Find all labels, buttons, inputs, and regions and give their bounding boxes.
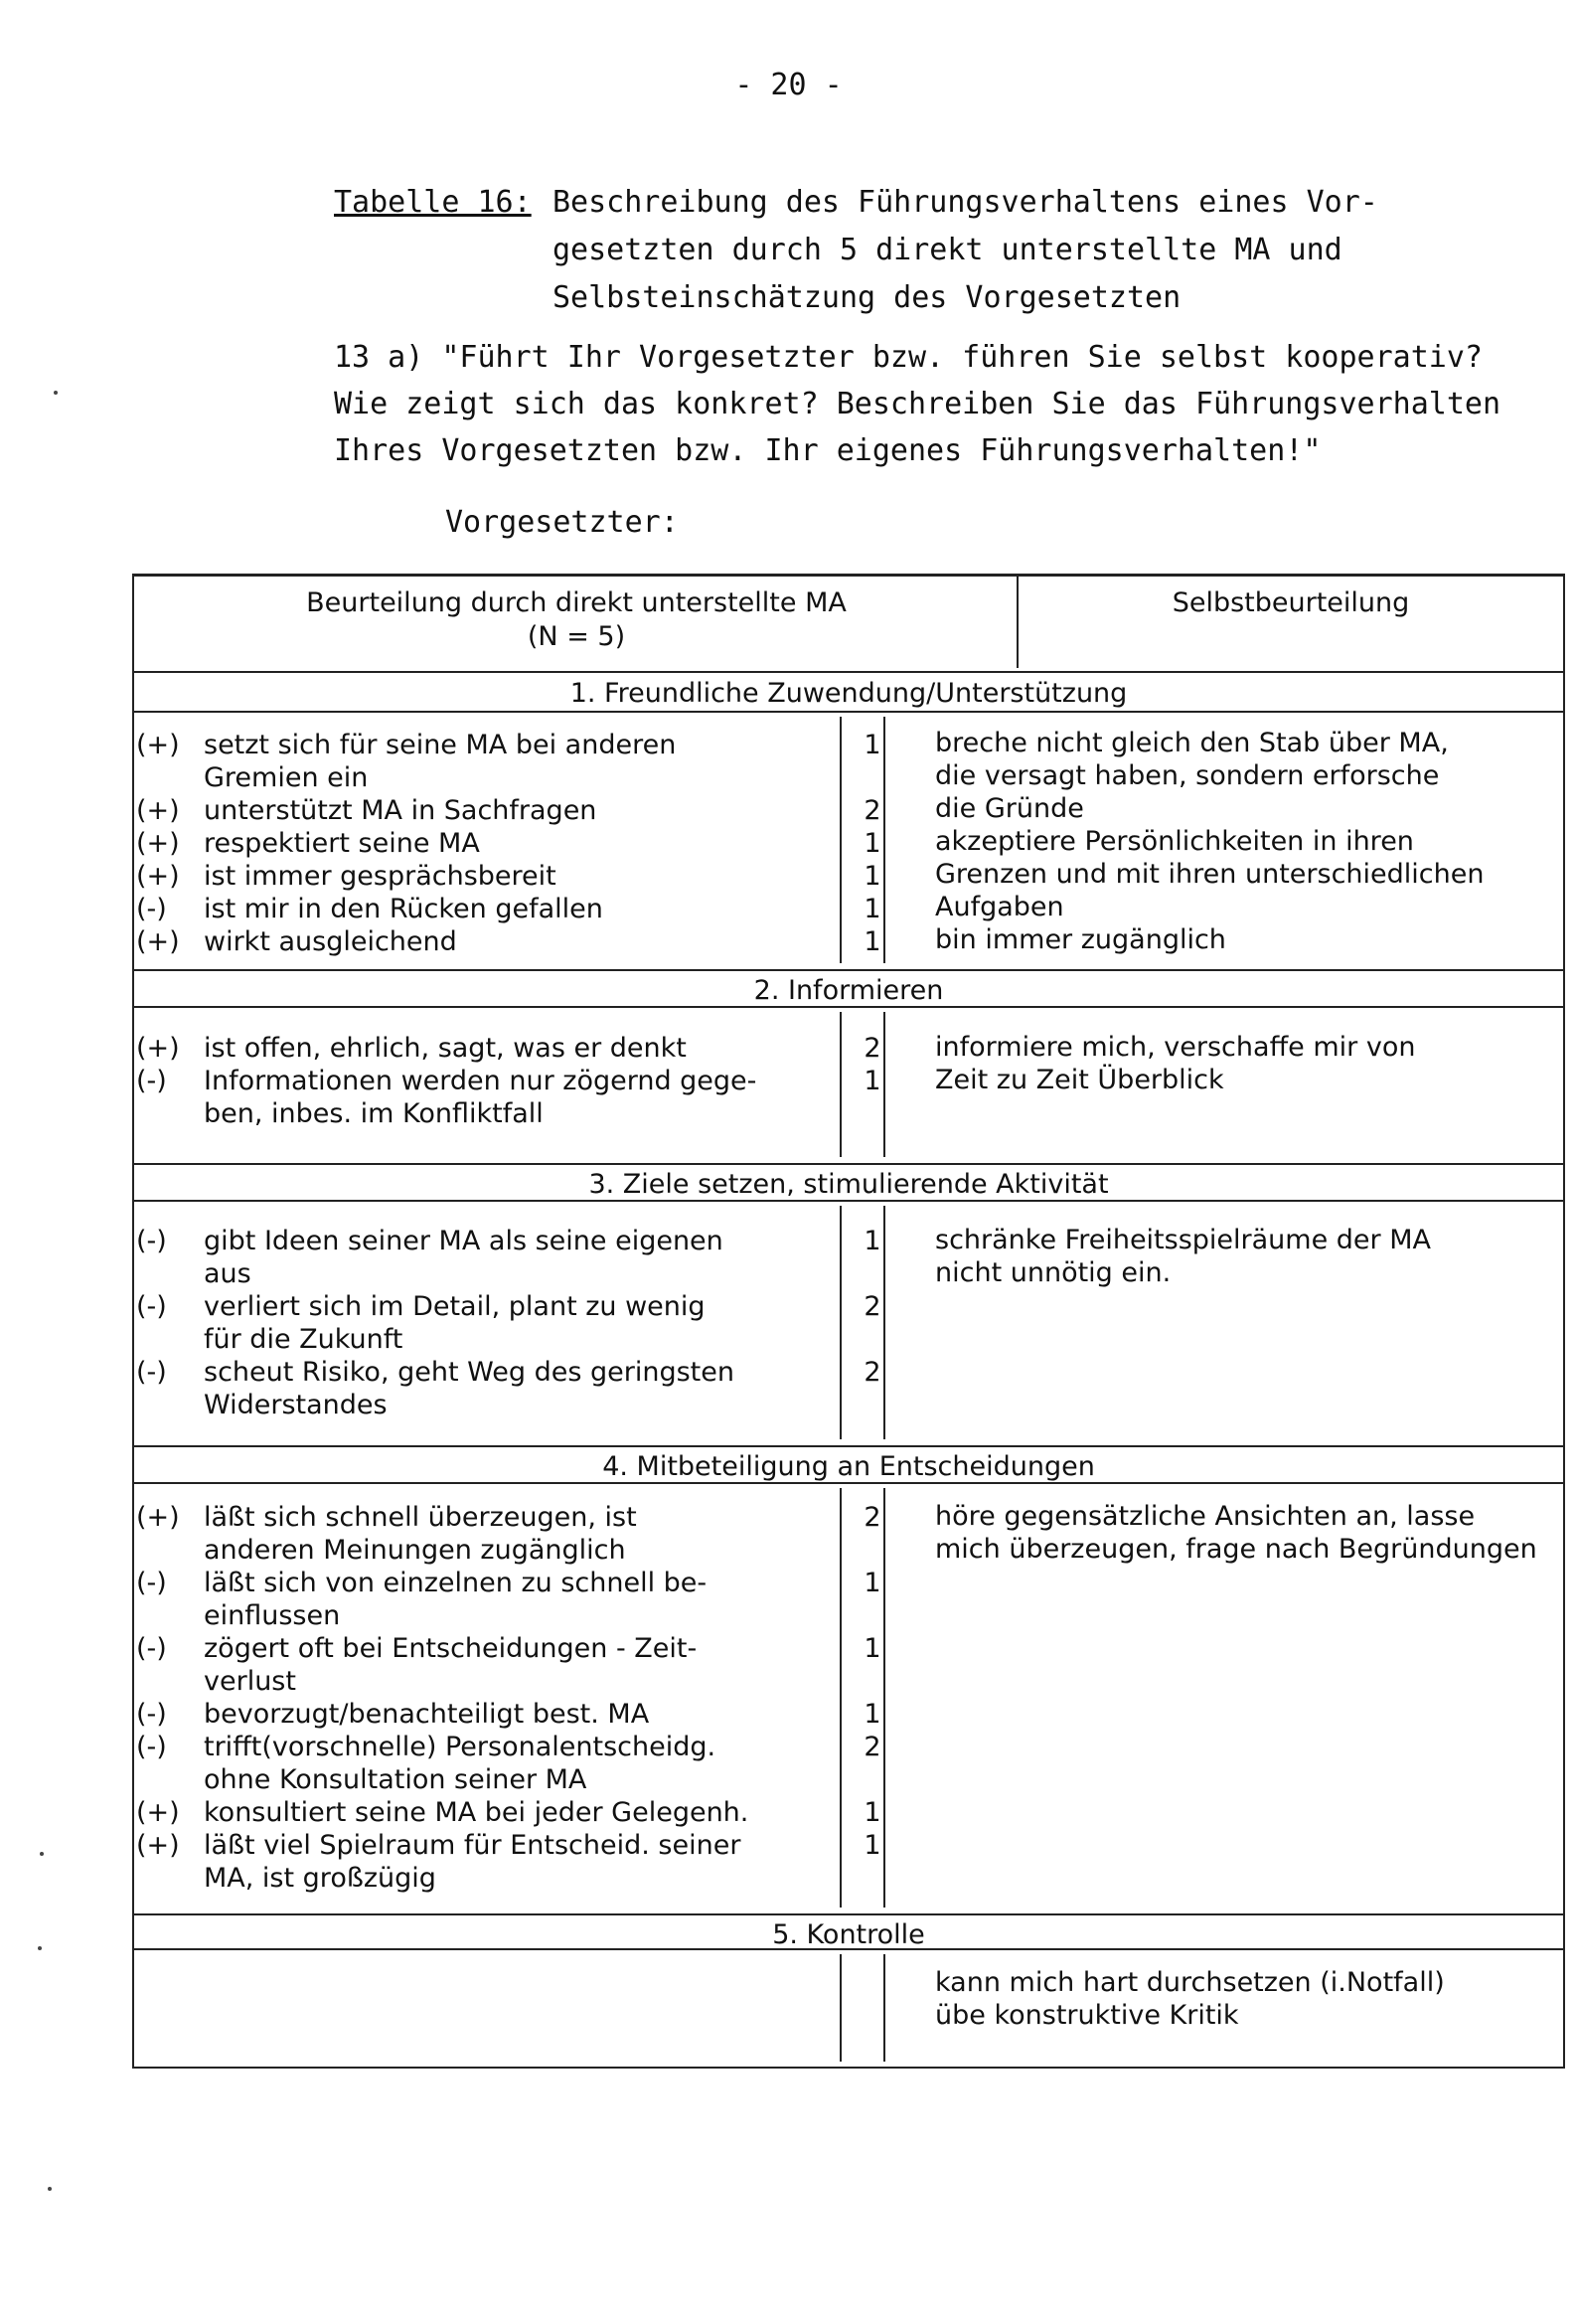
rating-mark: (-) — [136, 894, 167, 924]
section-divider — [134, 1163, 1563, 1165]
statement-text: ist immer gesprächsbereit — [204, 861, 556, 892]
self-assessment-line: bin immer zugänglich — [935, 924, 1226, 955]
statement-text: setzt sich für seine MA bei anderen — [204, 730, 677, 760]
count-cell: 1 — [864, 1699, 881, 1730]
self-assessment-line: übe konstruktive Kritik — [935, 2000, 1239, 2031]
table-caption — [334, 179, 1378, 315]
scan-speck — [38, 1946, 42, 1950]
table-row — [134, 1632, 1567, 1666]
self-assessment-line: kann mich hart durchsetzen (i.Notfall) — [935, 1967, 1445, 1998]
statement-text: ist mir in den Rücken gefallen — [204, 894, 603, 924]
table-row — [134, 1567, 1567, 1600]
statement-text: ohne Konsultation seiner MA — [204, 1764, 587, 1795]
table-row — [134, 1796, 1567, 1830]
statement-text: Gremien ein — [204, 762, 369, 793]
results-table — [132, 574, 1565, 2069]
rating-mark: (+) — [136, 1033, 180, 1064]
count-cell: 1 — [864, 861, 881, 892]
rating-mark: (+) — [136, 861, 180, 892]
section-body-divider — [134, 711, 1563, 713]
col2-header: Selbstbeurteilung — [1172, 587, 1410, 618]
self-assessment-line: Aufgaben — [935, 892, 1064, 922]
section-title: 3. Ziele setzen, stimulierende Aktivität — [588, 1169, 1109, 1200]
section-title: 1. Freundliche Zuwendung/Unterstützung — [569, 678, 1128, 709]
self-assessment — [935, 1966, 1561, 2032]
table-row — [134, 1356, 1567, 1390]
count-cell: 2 — [864, 795, 881, 826]
statement-text: einflussen — [204, 1600, 341, 1631]
section-divider — [134, 1913, 1563, 1915]
statement-text: konsultiert seine MA bei jeder Gelegenh. — [204, 1797, 749, 1828]
section-body-divider — [134, 1482, 1563, 1484]
count-cell: 1 — [864, 1066, 881, 1096]
section-title: 2. Informieren — [753, 975, 944, 1006]
statement-text: zögert oft bei Entscheidungen - Zeit- — [204, 1633, 698, 1664]
self-assessment-line: mich überzeugen, frage nach Begründungen — [935, 1534, 1537, 1565]
statement-text: unterstützt MA in Sachfragen — [204, 795, 597, 826]
count-divider-right — [883, 1954, 885, 2062]
statement-text: ist offen, ehrlich, sagt, was er denkt — [204, 1033, 687, 1064]
rating-mark: (-) — [136, 1633, 167, 1664]
table-row — [134, 1097, 1567, 1131]
self-assessment-line: die versagt haben, sondern erforsche — [935, 760, 1440, 791]
statement-text: trifft(vorschnelle) Personalentscheidg. — [204, 1732, 716, 1762]
count-cell: 1 — [864, 1568, 881, 1598]
statement-text: wirkt ausgleichend — [204, 926, 457, 957]
subheading: Vorgesetzter: — [445, 505, 679, 540]
self-assessment-line: die Gründe — [935, 793, 1084, 824]
rating-mark: (-) — [136, 1066, 167, 1096]
count-cell: 2 — [864, 1357, 881, 1388]
count-cell: 2 — [864, 1033, 881, 1064]
rating-mark: (-) — [136, 1291, 167, 1322]
table-row — [134, 1323, 1567, 1357]
statement-text: bevorzugt/benachteiligt best. MA — [204, 1699, 650, 1730]
col1-header: Beurteilung durch direkt unterstellte MA (N = 5) — [306, 587, 847, 652]
section-body-divider — [134, 1200, 1563, 1202]
count-cell: 1 — [864, 828, 881, 859]
statement-text: respektiert seine MA — [204, 828, 480, 859]
rating-mark: (-) — [136, 1357, 167, 1388]
rating-mark: (-) — [136, 1699, 167, 1730]
self-assessment — [935, 1031, 1561, 1096]
table-row — [134, 1599, 1567, 1633]
section-divider — [134, 671, 1563, 673]
rating-mark: (+) — [136, 1830, 180, 1861]
statement-text: läßt sich von einzelnen zu schnell be- — [204, 1568, 708, 1598]
statement-text: verliert sich im Detail, plant zu wenig — [204, 1291, 706, 1322]
rating-mark: (-) — [136, 1568, 167, 1598]
statement-text: aus — [204, 1258, 251, 1289]
count-cell: 1 — [864, 1797, 881, 1828]
count-cell: 1 — [864, 1633, 881, 1664]
table-row — [134, 1290, 1567, 1324]
count-cell: 1 — [864, 1830, 881, 1861]
rating-mark: (-) — [136, 1732, 167, 1762]
survey-question: 13 a) "Führt Ihr Vorgesetzter bzw. führen Sie selbst kooperativ? Wie zeigt sich das konkret? Beschreiben Sie das Führungsverhalten Ihres Vorgesetzten bzw. Ihr eigenes Führungsverhalten!" — [334, 340, 1500, 468]
section-body-divider — [134, 1006, 1563, 1008]
count-cell: 1 — [864, 730, 881, 760]
statement-text: Informationen werden nur zögernd gege- — [204, 1066, 757, 1096]
count-cell: 2 — [864, 1291, 881, 1322]
caption-text: Beschreibung des Führungsverhaltens eines Vor- gesetzten durch 5 direkt unterstellte MA und Selbsteinschätzung des Vorgesetzten — [552, 185, 1378, 315]
statement-text: verlust — [204, 1666, 296, 1697]
self-assessment — [935, 1500, 1561, 1566]
statement-text: läßt viel Spielraum für Entscheid. seiner — [204, 1830, 741, 1861]
rating-mark: (+) — [136, 795, 180, 826]
table-row — [134, 1763, 1567, 1797]
self-assessment — [935, 1224, 1561, 1289]
statement-text: scheut Risiko, geht Weg des geringsten — [204, 1357, 734, 1388]
rating-mark: (-) — [136, 1226, 167, 1256]
self-assessment-line: schränke Freiheitsspielräume der MA — [935, 1225, 1431, 1255]
rating-mark: (+) — [136, 828, 180, 859]
table-row — [134, 1389, 1567, 1422]
table-row — [134, 1665, 1567, 1699]
statement-text: für die Zukunft — [204, 1324, 403, 1355]
self-assessment-line: nicht unnötig ein. — [935, 1257, 1172, 1288]
table-row — [134, 1731, 1567, 1764]
rating-mark: (+) — [136, 730, 180, 760]
section-body-divider — [134, 1948, 1563, 1950]
self-assessment-line: informiere mich, verschaffe mir von — [935, 1032, 1416, 1063]
count-cell: 1 — [864, 926, 881, 957]
page-number: - 20 - — [734, 68, 843, 102]
statement-text: MA, ist großzügig — [204, 1863, 436, 1894]
caption-label: Tabelle 16: — [334, 185, 532, 220]
scan-speck — [54, 391, 58, 395]
count-cell: 2 — [864, 1732, 881, 1762]
statement-text: anderen Meinungen zugänglich — [204, 1535, 626, 1566]
self-assessment-line: akzeptiere Persönlichkeiten in ihren — [935, 826, 1414, 857]
section-title: 4. Mitbeteiligung an Entscheidungen — [602, 1451, 1095, 1482]
statement-text: läßt sich schnell überzeugen, ist — [204, 1502, 637, 1533]
count-cell: 1 — [864, 894, 881, 924]
scan-speck — [48, 2187, 52, 2191]
rating-mark: (+) — [136, 1797, 180, 1828]
self-assessment-line: breche nicht gleich den Stab über MA, — [935, 728, 1449, 758]
count-divider-left — [840, 1954, 842, 2062]
section-title: 5. Kontrolle — [772, 1919, 925, 1950]
scan-speck — [40, 1852, 44, 1856]
table-row — [134, 1862, 1567, 1896]
table-row — [134, 1829, 1567, 1863]
table-row — [134, 1698, 1567, 1732]
header-divider — [1017, 577, 1019, 668]
self-assessment-line: Grenzen und mit ihren unterschiedlichen — [935, 859, 1485, 890]
self-assessment-line: Zeit zu Zeit Überblick — [935, 1065, 1224, 1095]
self-assessment — [935, 727, 1561, 956]
count-cell: 2 — [864, 1502, 881, 1533]
self-assessment-line: höre gegensätzliche Ansichten an, lasse — [935, 1501, 1476, 1532]
section-divider — [134, 969, 1563, 971]
statement-text: ben, inbes. im Konfliktfall — [204, 1098, 544, 1129]
section-divider — [134, 1445, 1563, 1447]
rating-mark: (+) — [136, 926, 180, 957]
rating-mark: (+) — [136, 1502, 180, 1533]
statement-text: gibt Ideen seiner MA als seine eigenen — [204, 1226, 723, 1256]
count-cell: 1 — [864, 1226, 881, 1256]
statement-text: Widerstandes — [204, 1390, 388, 1420]
